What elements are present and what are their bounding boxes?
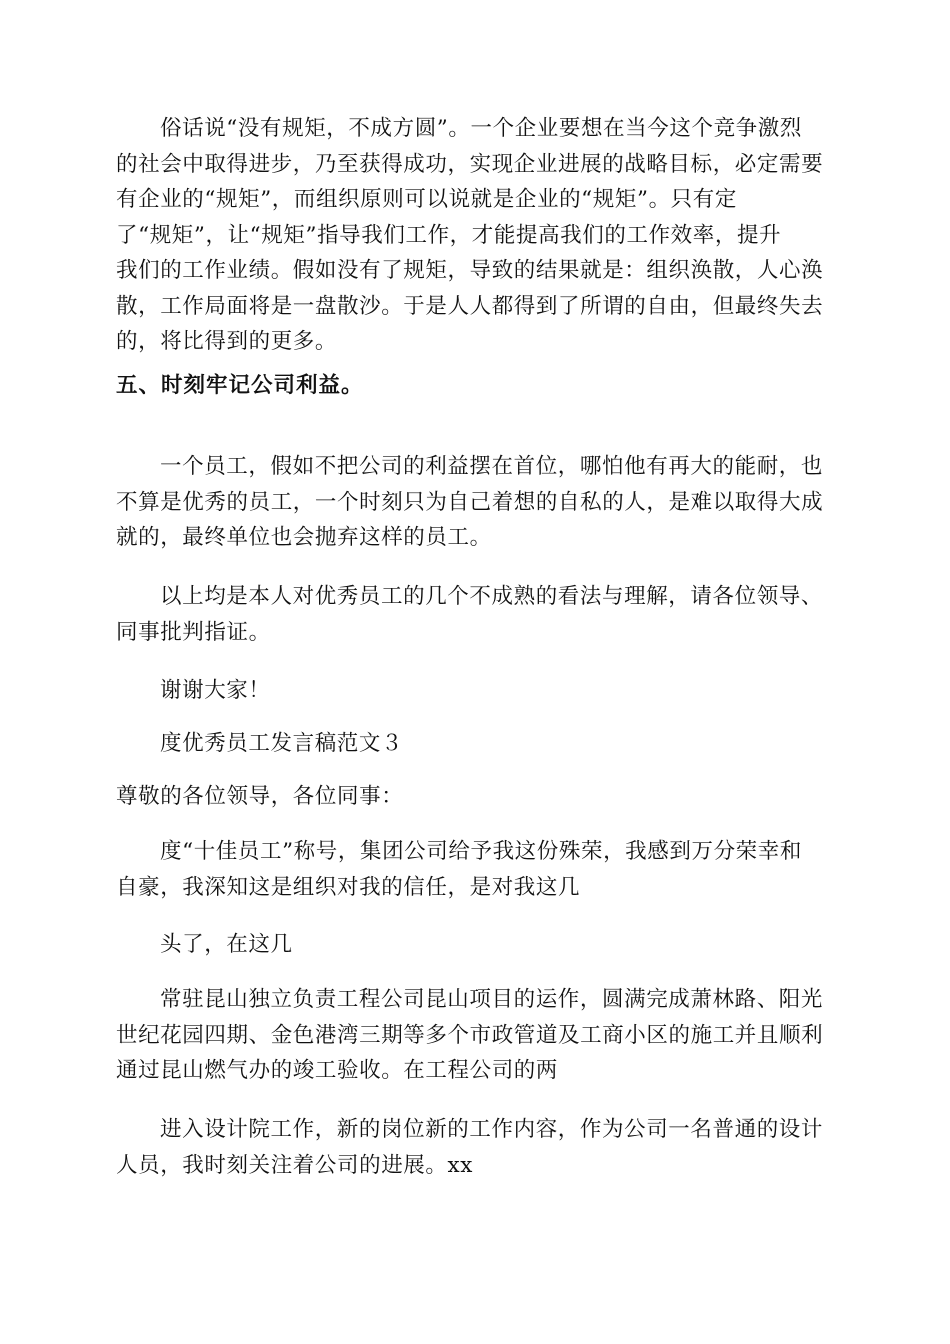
text-line: 就的，最终单位也会抛弃这样的员工。 <box>116 525 492 550</box>
paragraph-fragment <box>116 927 836 963</box>
text-line: 自豪，我深知这是组织对我的信任，是对我这几 <box>116 874 581 900</box>
paragraph-sample-title <box>116 726 836 762</box>
paragraph-thanks <box>116 673 836 709</box>
text-line: 不算是优秀的员工，一个时刻只为自己着想的自私的人，是难以取得大成 <box>116 489 824 515</box>
section-heading <box>116 368 836 404</box>
text-line: 的社会中取得进步，乃至获得成功，实现企业进展的战略目标，必定需要 <box>116 151 824 177</box>
text-line: 谢谢大家！ <box>160 678 271 703</box>
text-line: 度优秀员工发言稿范文３ <box>160 731 404 756</box>
paragraph-award <box>116 834 836 905</box>
text-line: 头了，在这几 <box>160 932 293 957</box>
text-line: 一个员工，假如不把公司的利益摆在首位，哪怕他有再大的能耐，也 <box>160 454 824 479</box>
paragraph-closing <box>116 579 836 650</box>
text-line: 散，工作局面将是一盘散沙。于是人人都得到了所谓的自由，但最终失去 <box>116 293 824 319</box>
text-line: 了“规矩”，让“规矩”指导我们工作，才能提高我们的工作效率，提升 <box>116 222 782 248</box>
text-line: 同事批判指证。 <box>116 619 271 645</box>
paragraph-kunshan <box>116 982 836 1089</box>
text-line: 世纪花园四期、金色港湾三期等多个市政管道及工商小区的施工并且顺利 <box>116 1022 824 1048</box>
text-line: 有企业的“规矩”，而组织原则可以说就是企业的“规矩”。只有定 <box>116 187 737 212</box>
text-line: 度“十佳员工”称号，集团公司给予我这份殊荣，我感到万分荣幸和 <box>160 839 802 864</box>
text-line: 俗话说“没有规矩，不成方圆”。一个企业要想在当今这个竞争激烈 <box>160 116 802 141</box>
text-line: 以上均是本人对优秀员工的几个不成熟的看法与理解，请各位领导、 <box>160 584 824 609</box>
text-line: 进入设计院工作，新的岗位新的工作内容，作为公司一名普通的设计 <box>160 1117 824 1142</box>
text-line: 尊敬的各位领导，各位同事： <box>116 784 404 809</box>
heading-text: 五、时刻牢记公司利益。 <box>116 373 364 398</box>
text-line: 通过昆山燃气办的竣工验收。在工程公司的两 <box>116 1058 559 1083</box>
text-line: 我们的工作业绩。假如没有了规矩，导致的结果就是：组织涣散，人心涣 <box>116 258 824 283</box>
paragraph-rules <box>116 111 836 360</box>
paragraph-salutation <box>116 779 836 815</box>
paragraph-design-institute <box>116 1112 836 1183</box>
paragraph-company-interest <box>116 449 836 556</box>
text-line: 常驻昆山独立负责工程公司昆山项目的运作，圆满完成萧林路、阳光 <box>160 987 824 1012</box>
text-line: 人员，我时刻关注着公司的进展。xx <box>116 1152 473 1178</box>
text-line: 的，将比得到的更多。 <box>116 329 338 354</box>
